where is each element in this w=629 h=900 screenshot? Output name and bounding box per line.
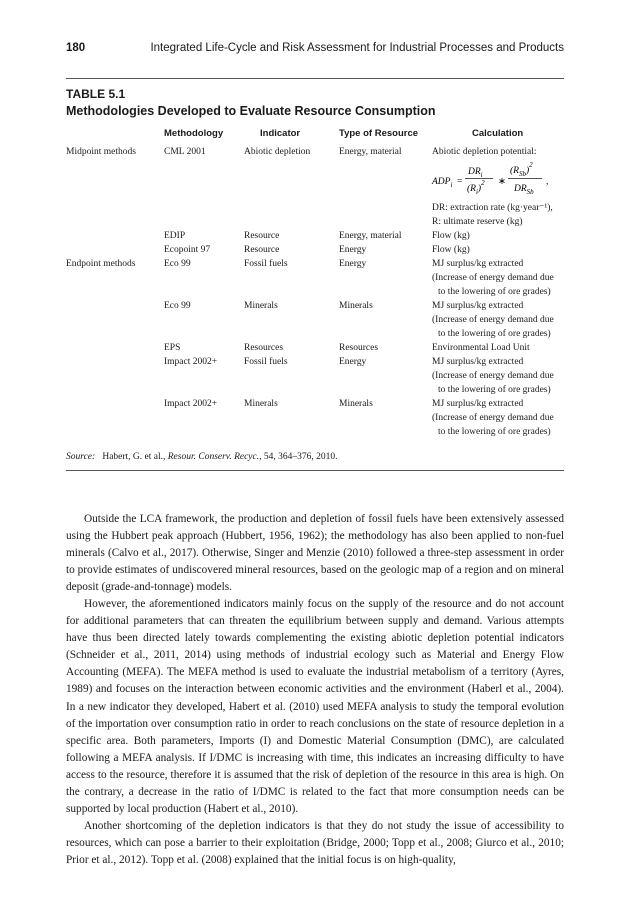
row-methodology: Ecopoint 97 xyxy=(164,245,211,255)
row-calculation: (Increase of energy demand due xyxy=(432,273,554,283)
row-methodology: Eco 99 xyxy=(164,301,191,311)
formula-note: DR: extraction rate (kg·year⁻¹), xyxy=(432,203,553,213)
body-text xyxy=(66,511,564,869)
row-indicator: Resource xyxy=(244,231,280,241)
column-header-type: Type of Resource xyxy=(339,128,419,139)
table-bottom-rule xyxy=(66,470,564,471)
row-calculation: (Increase of energy demand due xyxy=(432,413,554,423)
header-rule xyxy=(66,78,564,79)
row-calculation: to the lowering of ore grades) xyxy=(438,329,551,339)
row-calculation: to the lowering of ore grades) xyxy=(438,427,551,437)
row-indicator: Fossil fuels xyxy=(244,259,288,269)
row-calculation: MJ surplus/kg extracted xyxy=(432,301,524,311)
column-header-calculation: Calculation xyxy=(472,128,524,139)
row-methodology: Eco 99 xyxy=(164,259,191,269)
row-calculation: Abiotic depletion potential: xyxy=(432,147,537,157)
formula-times: ∗ xyxy=(498,177,506,187)
row-calculation: to the lowering of ore grades) xyxy=(438,287,551,297)
formula-equals: = xyxy=(457,177,463,187)
row-calculation: to the lowering of ore grades) xyxy=(438,385,551,395)
formula-note: R: ultimate reserve (kg) xyxy=(432,217,523,227)
row-indicator: Resource xyxy=(244,245,280,255)
row-calculation: (Increase of energy demand due xyxy=(432,371,554,381)
paragraph: Outside the LCA framework, the production and depletion of fossil fuels have been extensively assessed using the Hubbert peak approach (Hubbert, 1956, 1962); the methodology has also been applied to non-fuel minerals (Calvo et al., 2017). Otherwise, Singer and Menzie (2010) followed a three-step assessment in order to provide estimates of undiscovered mineral resources, based on the geologic map of a region and on mineral deposit (grade-and-tonnage) models. xyxy=(66,513,564,594)
row-type: Minerals xyxy=(339,399,373,409)
running-title: Integrated Life-Cycle and Risk Assessment for Industrial Processes and Products xyxy=(150,42,564,54)
row-indicator: Fossil fuels xyxy=(244,357,288,367)
formula-lhs: ADP xyxy=(432,177,451,187)
row-indicator: Resources xyxy=(244,343,284,353)
row-indicator: Minerals xyxy=(244,301,278,311)
row-calculation: Flow (kg) xyxy=(432,245,470,255)
row-methodology: EPS xyxy=(164,343,181,353)
table-source: Source: Habert, G. et al., Resour. Conserv. Recyc., 54, 364–376, 2010. xyxy=(66,452,338,462)
row-calculation: Environmental Load Unit xyxy=(432,343,530,353)
page-number: 180 xyxy=(66,42,86,54)
table-label: TABLE 5.1 xyxy=(66,87,126,101)
svg-text:ADPi: $ADP_i$ xyxy=(432,177,453,189)
row-type: Energy xyxy=(339,259,367,269)
svg-text:(Ri)2: $(R_i)^2$ xyxy=(467,179,485,196)
row-type: Energy xyxy=(339,245,367,255)
column-header-methodology: Methodology xyxy=(164,128,224,139)
row-indicator: Abiotic depletion xyxy=(244,147,311,157)
paragraph: However, the aforementioned indicators mainly focus on the supply of the resource and do not account for additional parameters that can threaten the equilibrium between supply and demand. Various attempts have thus been directed lately towards complementing the existing abiotic depletion potential indicators (Schneider et al., 2011, 2014) using methods of industrial ecology such as Material and Energy Flow Accounting (MEFA). The MEFA method is used to evaluate the industrial metabolism of a territory (Ayres, 1989) and focuses on the interaction between economic activities and the environment (Haberl et al., 2004). In a new indicator they developed, Habert et al. (2010) used MEFA analysis to study the temporal evolution of the importation over consumption ratio in order to reach conclusions on the state of resource depletion in a specific area. Both parameters, Imports (I) and Domestic Material Consumption (DMC), are calculated following a MEFA analysis. If I/DMC is increasing with time, this indicates an increasing difficulty to have access to the resource, therefore it is assumed that the risk of depletion of the resource in this area is high. On the contrary, a decrease in the ratio of I/DMC is related to the fact that more consumption needs can be supported by local production (Habert et al., 2010). xyxy=(66,598,564,815)
row-methodology: Impact 2002+ xyxy=(164,399,218,409)
row-methodology: CML 2001 xyxy=(164,147,206,157)
running-head xyxy=(66,42,564,58)
adp-formula xyxy=(432,162,572,198)
svg-text:,: , xyxy=(546,177,549,187)
svg-text:DRi: $DR_i$ xyxy=(468,167,483,179)
row-calculation: MJ surplus/kg extracted xyxy=(432,357,524,367)
row-calculation: MJ surplus/kg extracted xyxy=(432,259,524,269)
row-calculation: Flow (kg) xyxy=(432,231,470,241)
row-type: Minerals xyxy=(339,301,373,311)
row-type: Energy xyxy=(339,357,367,367)
row-methodology: Impact 2002+ xyxy=(164,357,218,367)
row-calculation: MJ surplus/kg extracted xyxy=(432,399,524,409)
group-endpoint: Endpoint methods xyxy=(66,259,136,269)
paragraph: Another shortcoming of the depletion indicators is that they do not study the issue of accessibility to resources, which can pose a barrier to their exploitation (Bridge, 2000; Topp et al., 2008; Giurco et al., 2010; Prior et al., 2012). Topp et al. (2008) explained that the initial focus is on high-quality, xyxy=(66,819,564,866)
row-methodology: EDIP xyxy=(164,231,186,241)
row-type: Energy, material xyxy=(339,231,402,241)
row-type: Resources xyxy=(339,343,379,353)
svg-text:DRSb: $DR_{Sb}$ xyxy=(514,184,534,196)
group-midpoint: Midpoint methods xyxy=(66,147,136,157)
row-indicator: Minerals xyxy=(244,399,278,409)
row-type: Energy, material xyxy=(339,147,402,157)
row-calculation: (Increase of energy demand due xyxy=(432,315,554,325)
column-header-indicator: Indicator xyxy=(260,128,301,139)
table-caption: Methodologies Developed to Evaluate Resource Consumption xyxy=(66,104,436,118)
svg-text:(RSb)2: $(R_{Sb})^2$ xyxy=(510,161,533,178)
